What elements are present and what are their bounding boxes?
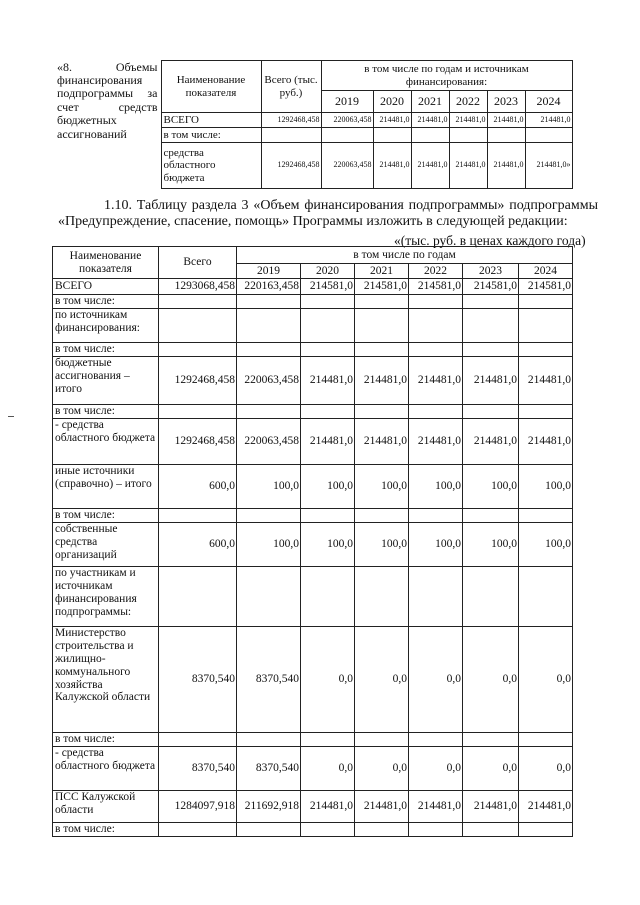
- row-value: 100,0: [409, 465, 463, 509]
- row-value: 220063,458: [321, 143, 373, 189]
- row-total: 8370,540: [159, 747, 237, 791]
- table-row: [53, 279, 573, 295]
- col-header-name: Наименование показателя: [161, 61, 261, 113]
- row-value: 214481,0: [519, 791, 573, 823]
- row-name: в том числе:: [161, 128, 261, 143]
- row-value: 8370,540: [237, 747, 301, 791]
- row-value: 214481,0: [463, 357, 519, 405]
- table-row: [53, 733, 573, 747]
- subprogram-financing-label: «8. Объемы финансирования подпрограммы за счет средств бюджетных ассигнований: [57, 59, 158, 141]
- row-name: иные источники (справочно) – итого: [53, 465, 159, 509]
- row-name: средства областного бюджета: [161, 143, 261, 189]
- row-value: 214481,0: [355, 357, 409, 405]
- row-total: 1293068,458: [159, 279, 237, 295]
- row-value: 214481,0: [373, 113, 411, 128]
- row-name: в том числе:: [53, 823, 159, 837]
- table-row: [53, 465, 573, 509]
- row-value: 214481,0: [355, 419, 409, 465]
- row-name: в том числе:: [53, 343, 159, 357]
- paragraph-line: «Предупреждение, спасение, помощь» Программы изложить в следующей редакции:: [58, 214, 568, 230]
- year-header: 2022: [409, 264, 463, 279]
- scan-mark: [8, 416, 14, 417]
- row-value: 0,0: [355, 627, 409, 733]
- year-header: 2019: [237, 264, 301, 279]
- row-name: собственные средства организаций: [53, 523, 159, 567]
- year-header: 2023: [463, 264, 519, 279]
- row-name: Министерство строительства и жилищно-коммунального хозяйства Калужской области: [53, 627, 159, 733]
- row-value: 100,0: [355, 465, 409, 509]
- row-value: 0,0: [301, 627, 355, 733]
- table-row: [53, 405, 573, 419]
- row-value: 214481,0: [409, 357, 463, 405]
- row-value: 214481,0»: [525, 143, 572, 189]
- row-name: ВСЕГО: [53, 279, 159, 295]
- row-value: 211692,918: [237, 791, 301, 823]
- row-value: 214581,0: [519, 279, 573, 295]
- table-row: [53, 295, 573, 309]
- col-header-years-group: в том числе по годам и источникам финансирования:: [321, 61, 572, 91]
- row-value: 100,0: [519, 465, 573, 509]
- row-total: 1292468,458: [159, 419, 237, 465]
- row-name: в том числе:: [53, 509, 159, 523]
- row-total: 1292468,458: [159, 357, 237, 405]
- table-row: [53, 627, 573, 733]
- row-value: 214481,0: [373, 143, 411, 189]
- row-value: 0,0: [463, 627, 519, 733]
- row-value: 220063,458: [237, 419, 301, 465]
- row-value: 214481,0: [449, 143, 487, 189]
- row-total: 1284097,918: [159, 791, 237, 823]
- financing-volume-table: [52, 246, 573, 837]
- row-value: 214481,0: [411, 143, 449, 189]
- row-value: 8370,540: [237, 627, 301, 733]
- row-value: 100,0: [463, 523, 519, 567]
- row-value: 0,0: [409, 747, 463, 791]
- row-value: 100,0: [237, 523, 301, 567]
- table-row: [53, 567, 573, 627]
- row-value: 214581,0: [355, 279, 409, 295]
- table-row: [53, 523, 573, 567]
- table-row: [53, 823, 573, 837]
- table-row: [53, 509, 573, 523]
- row-value: 214481,0: [301, 357, 355, 405]
- year-header: 2020: [301, 264, 355, 279]
- row-total: 1292468,458: [261, 143, 321, 189]
- financing-summary-table: [57, 60, 573, 189]
- row-value: 100,0: [237, 465, 301, 509]
- row-value: 214481,0: [487, 113, 525, 128]
- row-total: 1292468,458: [261, 113, 321, 128]
- row-value: 214481,0: [463, 419, 519, 465]
- table-row: [53, 419, 573, 465]
- row-value: 0,0: [355, 747, 409, 791]
- year-header: 2024: [525, 91, 572, 113]
- row-value: 100,0: [463, 465, 519, 509]
- amendment-paragraph: [58, 198, 598, 231]
- row-value: 214481,0: [301, 791, 355, 823]
- row-total: 8370,540: [159, 627, 237, 733]
- row-value: 214481,0: [409, 419, 463, 465]
- row-value: 220063,458: [237, 357, 301, 405]
- row-value: 0,0: [301, 747, 355, 791]
- row-value: 100,0: [409, 523, 463, 567]
- row-name: в том числе:: [53, 295, 159, 309]
- year-header: 2023: [487, 91, 525, 113]
- row-name: по источникам финансирования:: [53, 309, 159, 343]
- row-name: в том числе:: [53, 405, 159, 419]
- col-header-total: Всего: [159, 247, 237, 279]
- row-value: 214581,0: [301, 279, 355, 295]
- row-value: 214481,0: [519, 357, 573, 405]
- row-value: 214481,0: [449, 113, 487, 128]
- col-header-total: Всего (тыс. руб.): [261, 61, 321, 113]
- row-value: 214481,0: [301, 419, 355, 465]
- row-value: 100,0: [301, 523, 355, 567]
- row-name: - средства областного бюджета: [53, 419, 159, 465]
- row-name: бюджетные ассигнования – итого: [53, 357, 159, 405]
- paragraph-line: 1.10. Таблицу раздела 3 «Объем финансирования подпрограммы» подпрограммы: [104, 198, 598, 213]
- year-header: 2020: [373, 91, 411, 113]
- row-value: 0,0: [463, 747, 519, 791]
- table-row: [53, 791, 573, 823]
- row-value: 100,0: [519, 523, 573, 567]
- row-value: 0,0: [519, 747, 573, 791]
- row-value: 220163,458: [237, 279, 301, 295]
- row-name: в том числе:: [53, 733, 159, 747]
- table-row: [53, 343, 573, 357]
- table-row: [53, 357, 573, 405]
- year-header: 2019: [321, 91, 373, 113]
- row-value: 100,0: [355, 523, 409, 567]
- row-total: 600,0: [159, 523, 237, 567]
- row-value: 214481,0: [519, 419, 573, 465]
- row-value: 214481,0: [411, 113, 449, 128]
- row-name: - средства областного бюджета: [53, 747, 159, 791]
- row-name: по участникам и источникам финансирования подпрограммы:: [53, 567, 159, 627]
- row-value: 0,0: [519, 627, 573, 733]
- row-value: 214581,0: [409, 279, 463, 295]
- col-header-name: Наименование показателя: [53, 247, 159, 279]
- row-name: ПСС Калужской области: [53, 791, 159, 823]
- row-value: 214481,0: [463, 791, 519, 823]
- col-header-years-group: в том числе по годам: [237, 247, 573, 264]
- year-header: 2022: [449, 91, 487, 113]
- row-value: 214481,0: [355, 791, 409, 823]
- table-row: [53, 309, 573, 343]
- row-value: 100,0: [301, 465, 355, 509]
- year-header: 2024: [519, 264, 573, 279]
- table-row: [53, 747, 573, 791]
- row-total: 600,0: [159, 465, 237, 509]
- year-header: 2021: [411, 91, 449, 113]
- row-value: 214481,0: [409, 791, 463, 823]
- row-value: 214581,0: [463, 279, 519, 295]
- row-name: ВСЕГО: [161, 113, 261, 128]
- year-header: 2021: [355, 264, 409, 279]
- row-value: 220063,458: [321, 113, 373, 128]
- unit-note: «(тыс. руб. в ценах каждого года): [394, 233, 586, 248]
- row-value: 214481,0: [525, 113, 572, 128]
- row-value: 214481,0: [487, 143, 525, 189]
- row-value: 0,0: [409, 627, 463, 733]
